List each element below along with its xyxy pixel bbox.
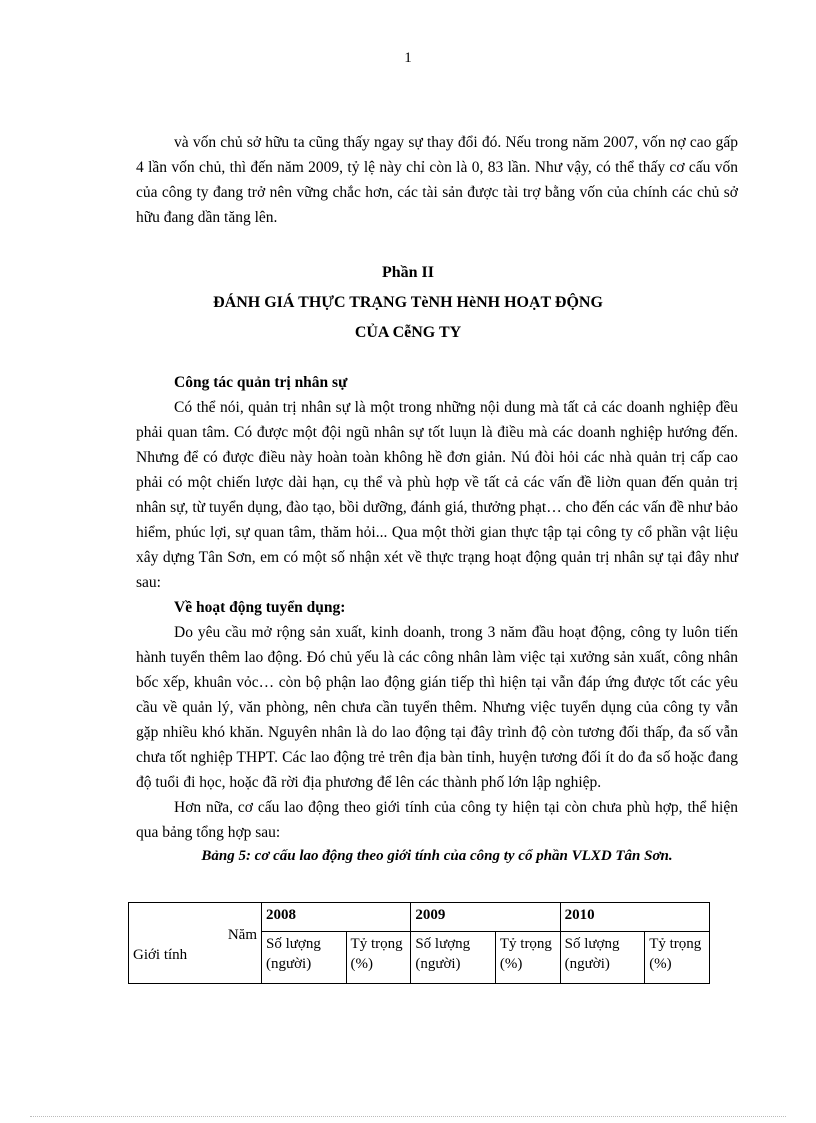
subsection-title: Về hoạt động tuyển dụng: [174, 599, 346, 616]
recruit-paragraph-2: Hơn nữa, cơ cấu lao động theo giới tính của công ty hiện tại còn chưa phù hợp, thể hiện qua bảng tổng hợp sau: [136, 799, 738, 841]
intro-paragraph: và vốn chủ sở hữu ta cũng thấy ngay sự thay đổi đó. Nếu trong năm 2007, vốn nợ cao gấp 4 lần vốn chủ, thì đến năm 2009, tỷ lệ này chỉ còn là 0, 83 lần. Như vậy, có thể thấy cơ cấu vốn của công ty đang trở nên vững chắc hơn, các tài sản được tài trợ bằng vốn của chính các chủ sở hữu đang dần tăng lên. [136, 134, 738, 226]
year-header-2009: 2009 [411, 903, 560, 932]
part-title: Phần II [381, 264, 435, 281]
recruit-paragraph-1: Do yêu cầu mở rộng sản xuất, kinh doanh, trong 3 năm đầu hoạt động, công ty luôn tiến hành tuyển thêm lao động. Đó chủ yếu là các công nhân làm việc tại xưởng sản xuất, công nhân bốc xếp, khuân vỏc… còn bộ phận lao động gián tiếp thì hiện tại vẫn đáp ứng được tốt các yêu cầu về quản lý, văn phòng, nên chưa cần tuyển thêm. Nhưng việc tuyển dụng của công ty vẫn gặp nhiều khó khăn. Nguyên nhân là do lao động tại đây trình độ còn tương đối thấp, đa số vẫn chưa tốt nghiệp THPT. Các lao động trẻ trên địa bàn tỉnh, huyện tương đối ít do đa số hoặc đang độ tuổi đi học, hoặc đã rời địa phương để lên các thành phố lớn lập nghiệp. [136, 624, 738, 791]
header-gender-label: Giới tính [133, 947, 188, 963]
col-share-2010: Tỷ trọng (%) [645, 931, 710, 983]
intro-block [136, 130, 738, 230]
col-share-2008: Tỷ trọng (%) [346, 931, 411, 983]
part-subtitle-1: ĐÁNH GIÁ THỰC TRẠNG TèNH HèNH HOẠT ĐỘNG [213, 294, 603, 311]
year-header-2010: 2010 [560, 903, 709, 932]
header-year-label: Năm [227, 927, 257, 943]
section-paragraph: Có thể nói, quản trị nhân sự là một trong những nội dung mà tất cả các doanh nghiệp đều phải quan tâm. Có được một đội ngũ nhân sự tốt luụn là điều mà các doanh nghiệp hướng đến. Nhưng để có được điều này hoàn toàn không hề đơn giản. Nú đòi hỏi các nhà quản trị cấp cao phải có một chiến lược dài hạn, cụ thể và phù hợp về tất cả các vấn đề liờn quan đến quản trị nhân sự, từ tuyển dụng, đào tạo, bồi dưỡng, đánh giá, thưởng phạt… cho đến các vấn đề như bảo hiểm, phúc lợi, sự quan tâm, thăm hỏi... Qua một thời gian thực tập tại công ty cổ phần vật liệu xây dựng Tân Sơn, em có một số nhận xét về thực trạng hoạt động quản trị nhân sự tại đây như sau: [136, 399, 738, 591]
part-subtitle-2: CỦA CễNG TY [354, 324, 462, 341]
col-quantity-2008: Số lượng (người) [262, 931, 347, 983]
col-quantity-2010: Số lượng (người) [560, 931, 645, 983]
gender-structure-table [128, 902, 710, 984]
section-title: Công tác quản trị nhân sự [174, 374, 348, 391]
header-diagonal-cell [129, 903, 262, 984]
col-quantity-2009: Số lượng (người) [411, 931, 496, 983]
page-bottom-divider [30, 1116, 786, 1117]
table-caption: Bảng 5: cơ cấu lao động theo giới tính của công ty cổ phần VLXD Tân Sơn. [201, 848, 673, 864]
col-share-2009: Tỷ trọng (%) [495, 931, 560, 983]
page-number: 1 [404, 50, 412, 66]
year-header-2008: 2008 [262, 903, 411, 932]
main-body [136, 370, 738, 867]
